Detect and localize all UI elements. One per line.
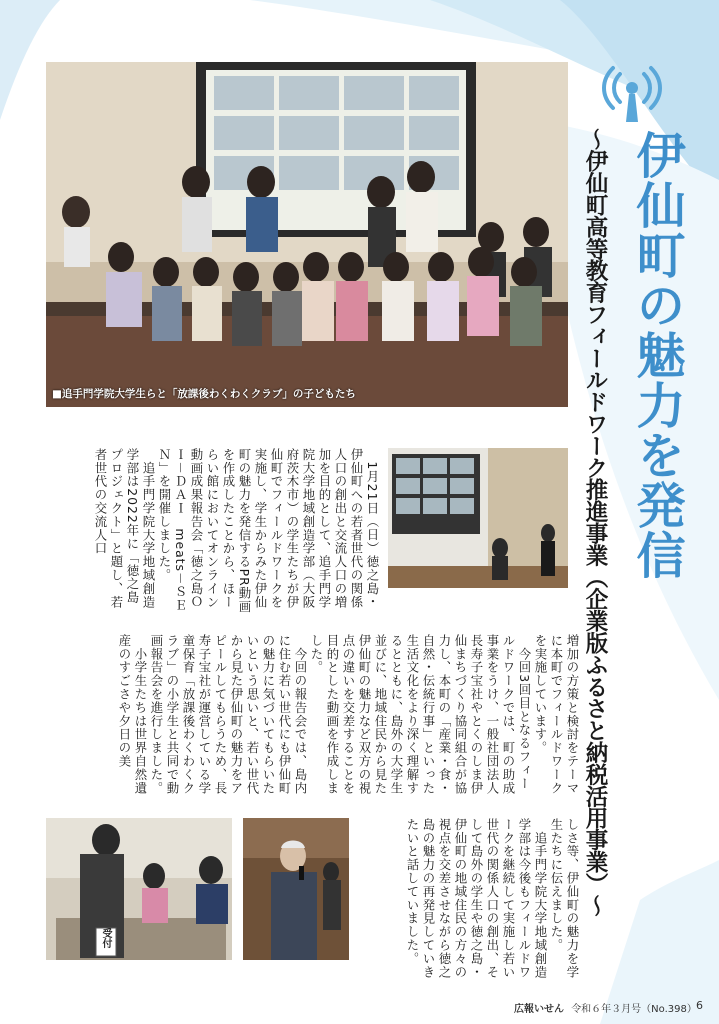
- photo-caption: ■追手門学院大学生らと「放課後わくわくクラブ」の子どもたち: [52, 388, 356, 400]
- publication-name: 広報いせん: [514, 1004, 564, 1015]
- report-photo: [388, 448, 568, 588]
- speaker-photo: [243, 818, 349, 960]
- issue-info: 令和６年３月号（No.398）: [571, 1004, 697, 1015]
- group-photo: [46, 62, 568, 407]
- page-title: 伊仙町の魅力を発信: [629, 130, 687, 580]
- page-footer: [514, 999, 703, 1015]
- broadcast-antenna-icon: [600, 60, 664, 124]
- article-block-1: 1月21日（日）徳之島・伊仙町への若者世代の関係人口の創出と交流人口の増加を目的として、追手門学院大学地域創造学部（大阪府茨木市）の学生たちが伊仙町でフィールドワークを実施し、学生からみた伊仙町の魅力を発信するPR動画を作成したことから、ほーらい館においてオンライン動画成果報告会「徳之島ＯＩ－ＤＡＩ meats－ＳＥＮ」を開催しました。 追手門学院大学地域創造学部は2022年に「徳之島プロジェクト」と題し、若者世代の交流人口: [93, 448, 380, 614]
- page-subtitle: ～伊仙町高等教育フィールドワーク推進事業（企業版ふるさと納税活用事業）～: [582, 128, 608, 917]
- reception-photo: [46, 818, 232, 960]
- article-block-3: しさ等、伊仙町の魅力を学生たちに伝えました。 追手門学院大学地域創造学部は今後もフィールドワークを継続して実施し若い世代の関係人口の創出、そして島外の学生や徳之島・伊仙町の地域住民の方々の視点を交差させながら徳之島の魅力の再発見していきたいと話していました。: [405, 818, 580, 979]
- reception-sign: 受付: [100, 928, 111, 948]
- page-number: 6: [696, 999, 703, 1012]
- article-block-2: 増加の方策と検討をテーマに本町でフィールドワークを実施しています。 今回3回目となるフィールドワークでは、町の助成事業をうけ、一般社団法人長寿子宝社やとくのしま伊仙まちづくり協同組合が協力し、本町の「産業・食・自然・伝統行事」といった生活文化をより深く理解するとともに、島外の大学生並びに、地域住民から見た伊仙町の魅力など双方の視点の違いを交差することを目的とした動画を作成しました。 今回の報告会では、島内に住む若い世代にも伊仙町の魅力に気づいてもらいたいという思いと、若い世代から見た伊仙町の魅力をアピールしてもらうため、長寿子宝社が運営している学童保育「放課後わくわくクラブ」の小学生と共同で動画報告会を進行しました。 小学生たちは世界自然遺産のすごさや夕日の美: [117, 634, 580, 795]
